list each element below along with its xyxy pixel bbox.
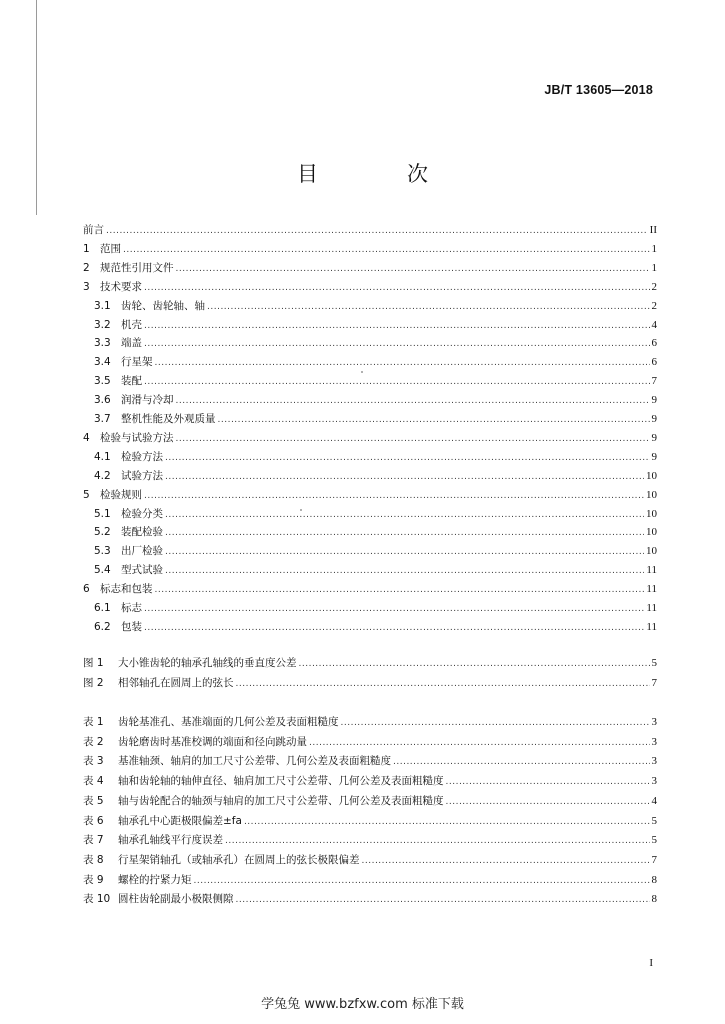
dot-leader xyxy=(341,715,650,731)
toc-entry-page: 1 xyxy=(651,242,657,255)
toc-entry-number: 3.2 xyxy=(94,318,111,331)
toc-entry-label: 包装 xyxy=(121,620,142,633)
toc-entry-page: 7 xyxy=(651,375,657,388)
toc-entry[interactable] xyxy=(83,562,657,578)
toc-entry-page: 9 xyxy=(651,413,657,425)
scan-speck xyxy=(361,371,363,373)
dot-leader xyxy=(176,393,650,409)
table-entry-number: 表 1 xyxy=(83,716,104,728)
dot-leader xyxy=(155,582,645,598)
toc-entry[interactable] xyxy=(83,317,657,333)
toc-entry-number: 5.3 xyxy=(94,545,111,558)
toc-entry[interactable] xyxy=(83,506,657,522)
dot-leader xyxy=(299,656,650,672)
table-entry[interactable] xyxy=(83,872,657,888)
toc-entry[interactable] xyxy=(83,543,657,559)
toc-entry-number: 3.7 xyxy=(94,413,111,425)
page-title: 目 次 xyxy=(297,162,462,186)
dot-leader xyxy=(144,280,650,296)
toc-entry[interactable] xyxy=(83,373,657,389)
figure-entry[interactable] xyxy=(83,675,657,691)
table-entry-number: 表 7 xyxy=(83,834,104,847)
toc-entry-page: II xyxy=(649,224,657,236)
table-entry[interactable] xyxy=(83,714,657,730)
toc-entry[interactable] xyxy=(83,600,657,616)
toc-entry-page: 10 xyxy=(646,507,657,520)
table-entry-page: 3 xyxy=(651,716,657,728)
table-of-contents xyxy=(83,0,657,1024)
toc-entry-number: 5.2 xyxy=(94,526,111,539)
dot-leader xyxy=(165,544,644,560)
document-code: JB/T 13605—2018 xyxy=(544,83,653,97)
dot-leader xyxy=(106,223,648,239)
table-entry-label: 轴和齿轮轴的轴伸直径、轴肩加工尺寸公差带、几何公差及表面粗糙度 xyxy=(118,775,444,788)
page-number: I xyxy=(649,957,653,969)
toc-entry-page: 10 xyxy=(646,545,657,558)
toc-entry[interactable] xyxy=(83,279,657,295)
toc-entry-label: 行星架 xyxy=(121,356,153,369)
dot-leader xyxy=(309,735,650,751)
toc-entry-label: 检验分类 xyxy=(121,507,163,520)
toc-entry-label: 润滑与冷却 xyxy=(121,394,174,407)
table-entry-page: 3 xyxy=(651,775,657,788)
table-entry[interactable] xyxy=(83,891,657,907)
table-entry-page: 5 xyxy=(651,814,657,827)
table-entry-number: 表 8 xyxy=(83,853,104,866)
table-entry[interactable] xyxy=(83,832,657,848)
toc-entry-number: 6.1 xyxy=(94,602,111,614)
toc-entry[interactable] xyxy=(83,449,657,465)
dot-leader xyxy=(165,563,644,579)
toc-entry[interactable] xyxy=(83,581,657,597)
table-entry-page: 8 xyxy=(651,873,657,886)
table-entry[interactable] xyxy=(83,753,657,769)
toc-entry-number: 4 xyxy=(83,431,90,444)
toc-entry-page: 6 xyxy=(651,337,657,350)
toc-entry-number: 6.2 xyxy=(94,620,111,633)
toc-entry[interactable] xyxy=(83,430,657,446)
table-entry[interactable] xyxy=(83,734,657,750)
table-entry-label: 圆柱齿轮副最小极限侧隙 xyxy=(118,893,234,906)
dot-leader xyxy=(144,318,650,334)
toc-entry[interactable] xyxy=(83,487,657,503)
toc-entry-number: 3 xyxy=(83,280,90,293)
toc-entry[interactable] xyxy=(83,222,657,238)
toc-entry[interactable] xyxy=(83,619,657,635)
toc-entry[interactable] xyxy=(83,392,657,408)
toc-entry-number: 3.6 xyxy=(94,394,111,407)
toc-entry-label: 出厂检验 xyxy=(121,545,163,558)
table-entry-page: 7 xyxy=(651,853,657,866)
scan-speck xyxy=(300,509,302,511)
toc-entry-label: 标志和包装 xyxy=(100,583,153,596)
table-entry-page: 8 xyxy=(651,893,657,906)
toc-entry-label: 机壳 xyxy=(121,318,142,331)
table-entry-number: 表 4 xyxy=(83,775,104,788)
toc-entry-label: 检验与试验方法 xyxy=(100,431,174,444)
toc-entry-label: 齿轮、齿轮轴、轴 xyxy=(121,299,205,312)
dot-leader xyxy=(165,525,644,541)
toc-entry-page: 10 xyxy=(646,469,657,482)
dot-leader xyxy=(176,261,650,277)
toc-entry-page: 9 xyxy=(651,431,657,444)
toc-entry[interactable] xyxy=(83,411,657,427)
dot-leader xyxy=(362,853,650,869)
toc-entry-page: 10 xyxy=(646,488,657,501)
dot-leader xyxy=(446,794,650,810)
toc-entry-label: 技术要求 xyxy=(100,280,142,293)
toc-entry-page: 11 xyxy=(646,564,657,577)
dot-leader xyxy=(218,412,650,428)
toc-entry-page: 9 xyxy=(651,450,657,463)
toc-entry-page: 2 xyxy=(651,280,657,293)
toc-entry-label: 整机性能及外观质量 xyxy=(121,413,216,425)
dot-leader xyxy=(155,355,650,371)
toc-entry-number: 5 xyxy=(83,488,90,501)
toc-entry-label: 标志 xyxy=(121,602,142,614)
figure-entry-label: 大小锥齿轮的轴承孔轴线的垂直度公差 xyxy=(118,657,297,669)
toc-entry-number: 4.2 xyxy=(94,469,111,482)
dot-leader xyxy=(165,450,650,466)
figure-entry-label: 相邻轴孔在圆周上的弦长 xyxy=(118,677,234,689)
table-entry-number: 表 10 xyxy=(83,893,111,906)
dot-leader xyxy=(165,469,644,485)
toc-entry-label: 型式试验 xyxy=(121,564,163,577)
table-entry-label: 轴与齿轮配合的轴颈与轴肩的加工尺寸公差带、几何公差及表面粗糙度 xyxy=(118,794,444,807)
toc-entry-number: 3.3 xyxy=(94,337,111,350)
toc-entry-label: 规范性引用文件 xyxy=(100,261,174,274)
table-entry-page: 4 xyxy=(651,794,657,807)
toc-entry-page: 11 xyxy=(646,620,657,633)
dot-leader xyxy=(446,774,650,790)
toc-entry[interactable] xyxy=(83,241,657,257)
dot-leader xyxy=(244,814,650,830)
toc-entry-label: 装配检验 xyxy=(121,526,163,539)
table-entry-label: 螺栓的拧紧力矩 xyxy=(118,873,192,886)
table-entry-number: 表 3 xyxy=(83,755,104,768)
toc-entry-page: 11 xyxy=(646,602,657,614)
toc-entry-page: 2 xyxy=(651,299,657,312)
table-entry-label: 行星架销轴孔（或轴承孔）在圆周上的弦长极限偏差 xyxy=(118,853,360,866)
toc-entry-label: 检验规则 xyxy=(100,488,142,501)
dot-leader xyxy=(194,873,650,889)
toc-entry-label: 前言 xyxy=(83,224,104,236)
toc-entry-number: 3.5 xyxy=(94,375,111,388)
toc-entry-page: 6 xyxy=(651,356,657,369)
toc-entry-number: 2 xyxy=(83,261,90,274)
dot-leader xyxy=(165,507,644,523)
table-entry-page: 3 xyxy=(651,735,657,748)
table-entry-label: 齿轮磨齿时基准校调的端面和径向跳动量 xyxy=(118,735,307,748)
toc-entry-page: 4 xyxy=(651,318,657,331)
toc-entry-number: 5.4 xyxy=(94,564,111,577)
toc-entry[interactable] xyxy=(83,354,657,370)
dot-leader xyxy=(236,676,650,692)
toc-entry-number: 4.1 xyxy=(94,450,111,463)
toc-entry-label: 端盖 xyxy=(121,337,142,350)
toc-entry-page: 10 xyxy=(646,526,657,539)
table-entry[interactable] xyxy=(83,852,657,868)
dot-leader xyxy=(144,620,644,636)
toc-entry[interactable] xyxy=(83,335,657,351)
dot-leader xyxy=(236,892,650,908)
toc-entry[interactable] xyxy=(83,260,657,276)
toc-entry-number: 3.1 xyxy=(94,299,111,312)
table-entry[interactable] xyxy=(83,793,657,809)
table-entry-number: 表 9 xyxy=(83,873,104,886)
table-entry-label: 轴承孔轴线平行度误差 xyxy=(118,834,223,847)
dot-leader xyxy=(144,336,650,352)
toc-entry-label: 装配 xyxy=(121,375,142,388)
table-entry[interactable] xyxy=(83,813,657,829)
table-entry-number: 表 5 xyxy=(83,794,104,807)
watermark-text: 学兔兔 www.bzfxw.com 标准下载 xyxy=(261,997,464,1012)
dot-leader xyxy=(144,488,644,504)
toc-entry-page: 11 xyxy=(646,583,657,596)
figure-entry-number: 图 1 xyxy=(83,657,104,669)
toc-entry-number: 1 xyxy=(83,242,90,255)
dot-leader xyxy=(225,833,650,849)
figure-entry[interactable] xyxy=(83,655,657,671)
dot-leader xyxy=(144,601,644,617)
table-entry-number: 表 6 xyxy=(83,814,104,827)
table-entry-label: 轴承孔中心距极限偏差±fa xyxy=(118,814,242,827)
toc-entry-number: 6 xyxy=(83,583,90,596)
dot-leader xyxy=(176,431,650,447)
toc-entry[interactable] xyxy=(83,468,657,484)
toc-entry-label: 试验方法 xyxy=(121,469,163,482)
table-entry-number: 表 2 xyxy=(83,735,104,748)
toc-entry-page: 9 xyxy=(651,394,657,407)
toc-entry-page: 1 xyxy=(651,261,657,274)
dot-leader xyxy=(144,374,650,390)
toc-entry-number: 3.4 xyxy=(94,356,111,369)
figure-entry-page: 5 xyxy=(651,657,657,669)
dot-leader xyxy=(123,242,650,258)
table-entry-page: 5 xyxy=(651,834,657,847)
table-entry-label: 齿轮基准孔、基准端面的几何公差及表面粗糙度 xyxy=(118,716,339,728)
toc-entry-label: 范围 xyxy=(100,242,121,255)
toc-entry[interactable] xyxy=(83,298,657,314)
dot-leader xyxy=(393,754,650,770)
table-entry-page: 3 xyxy=(651,755,657,768)
table-entry[interactable] xyxy=(83,773,657,789)
figure-entry-page: 7 xyxy=(651,677,657,689)
dot-leader xyxy=(207,299,650,315)
toc-entry-number: 5.1 xyxy=(94,507,111,520)
toc-entry[interactable] xyxy=(83,524,657,540)
toc-entry-label: 检验方法 xyxy=(121,450,163,463)
figure-entry-number: 图 2 xyxy=(83,677,104,689)
table-entry-label: 基准轴颈、轴肩的加工尺寸公差带、几何公差及表面粗糙度 xyxy=(118,755,391,768)
